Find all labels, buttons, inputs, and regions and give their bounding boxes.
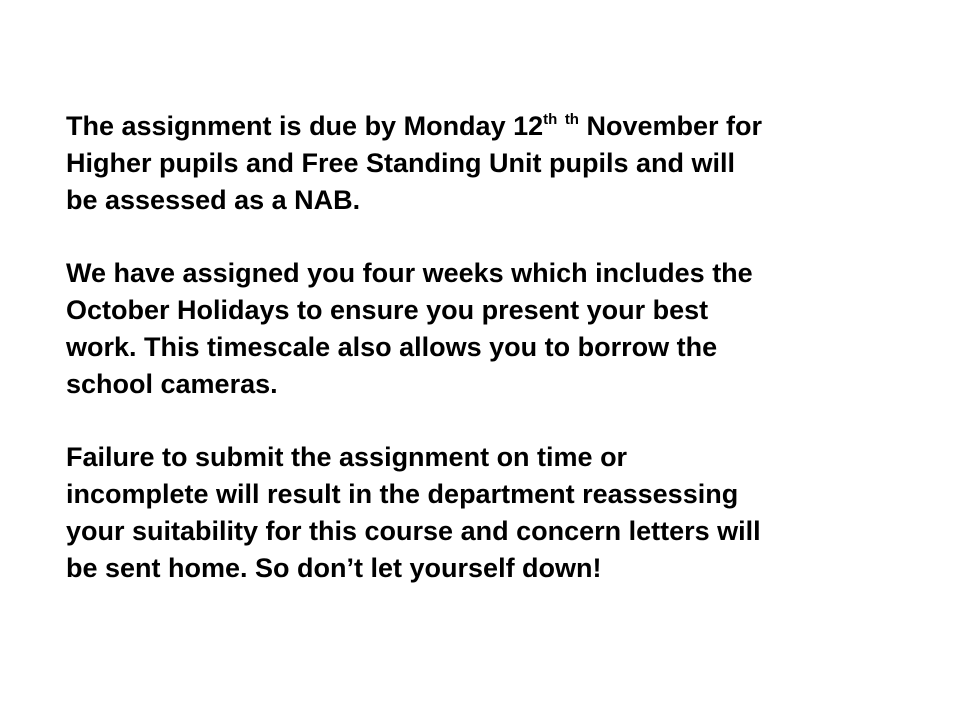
- timescale-line-2: October Holidays to ensure you present your best: [66, 295, 709, 325]
- timescale-line-1: We have assigned you four weeks which includes the: [66, 258, 753, 288]
- paragraph-due-date: [66, 108, 936, 219]
- ordinal-suffix-duplicate: th: [564, 111, 579, 128]
- paragraph-timescale: [66, 255, 936, 403]
- slide-body-text: [66, 108, 936, 587]
- timescale-line-4: school cameras.: [66, 369, 278, 399]
- warning-line-1: Failure to submit the assignment on time or: [66, 442, 628, 472]
- warning-line-3: your suitability for this course and concern letters will: [66, 516, 761, 546]
- warning-line-2: incomplete will result in the department reassessing: [66, 479, 739, 509]
- warning-line-4: be sent home. So don’t let yourself down!: [66, 553, 602, 583]
- paragraph-failure-warning: [66, 439, 936, 587]
- due-date-line-1: [66, 108, 936, 145]
- due-date-text: The assignment is due by Monday 12: [66, 111, 544, 141]
- due-date-month: November for: [578, 111, 763, 141]
- ordinal-suffix: th: [543, 111, 558, 128]
- due-date-line-3: be assessed as a NAB.: [66, 185, 361, 215]
- due-date-line-2: Higher pupils and Free Standing Unit pupils and will: [66, 148, 736, 178]
- timescale-line-3: work. This timescale also allows you to borrow the: [66, 332, 718, 362]
